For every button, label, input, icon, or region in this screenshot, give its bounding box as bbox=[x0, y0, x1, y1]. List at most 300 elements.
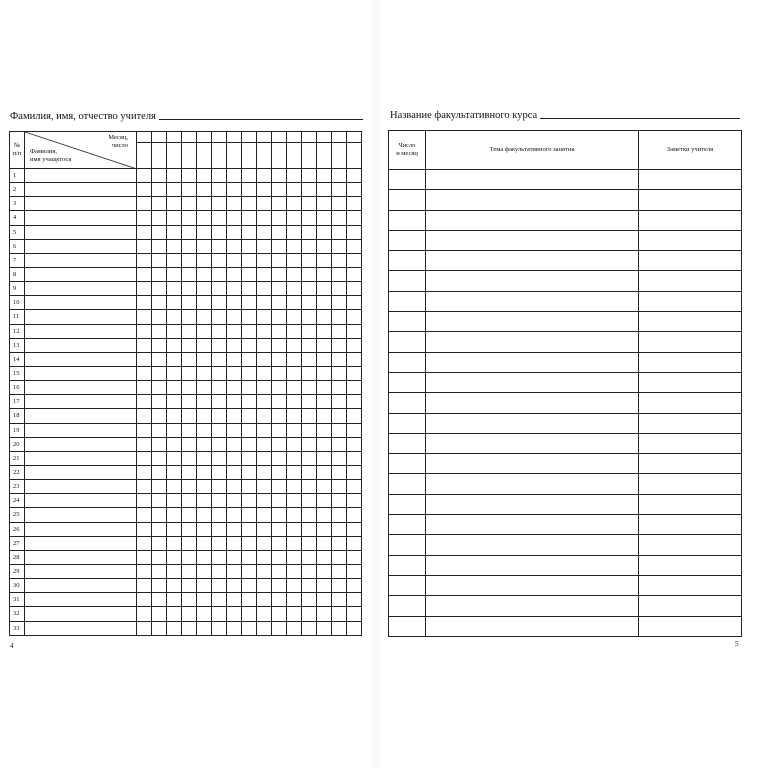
attendance-cell[interactable] bbox=[197, 480, 212, 494]
attendance-cell[interactable] bbox=[152, 437, 167, 451]
attendance-cell[interactable] bbox=[302, 183, 317, 197]
attendance-cell[interactable] bbox=[152, 282, 167, 296]
attendance-cell[interactable] bbox=[167, 183, 182, 197]
attendance-cell[interactable] bbox=[257, 550, 272, 564]
attendance-cell[interactable] bbox=[227, 409, 242, 423]
attendance-cell[interactable] bbox=[197, 381, 212, 395]
attendance-cell[interactable] bbox=[287, 253, 302, 267]
attendance-cell[interactable] bbox=[182, 423, 197, 437]
month-header-cell[interactable] bbox=[167, 132, 182, 143]
attendance-cell[interactable] bbox=[317, 621, 332, 635]
attendance-cell[interactable] bbox=[257, 409, 272, 423]
attendance-cell[interactable] bbox=[167, 437, 182, 451]
attendance-cell[interactable] bbox=[287, 352, 302, 366]
attendance-cell[interactable] bbox=[257, 282, 272, 296]
attendance-cell[interactable] bbox=[242, 211, 257, 225]
attendance-cell[interactable] bbox=[332, 621, 347, 635]
attendance-cell[interactable] bbox=[347, 211, 362, 225]
lesson-topic-cell[interactable] bbox=[426, 170, 639, 190]
attendance-cell[interactable] bbox=[197, 395, 212, 409]
attendance-cell[interactable] bbox=[137, 508, 152, 522]
attendance-cell[interactable] bbox=[212, 296, 227, 310]
student-name-cell[interactable] bbox=[25, 352, 137, 366]
student-name-cell[interactable] bbox=[25, 494, 137, 508]
attendance-cell[interactable] bbox=[197, 183, 212, 197]
attendance-cell[interactable] bbox=[332, 366, 347, 380]
attendance-cell[interactable] bbox=[242, 366, 257, 380]
attendance-cell[interactable] bbox=[242, 564, 257, 578]
attendance-cell[interactable] bbox=[227, 480, 242, 494]
attendance-cell[interactable] bbox=[302, 465, 317, 479]
attendance-cell[interactable] bbox=[212, 564, 227, 578]
attendance-cell[interactable] bbox=[197, 366, 212, 380]
attendance-cell[interactable] bbox=[152, 183, 167, 197]
attendance-cell[interactable] bbox=[167, 423, 182, 437]
lesson-date-cell[interactable] bbox=[389, 413, 426, 433]
teacher-notes-cell[interactable] bbox=[639, 535, 742, 555]
attendance-cell[interactable] bbox=[227, 522, 242, 536]
attendance-cell[interactable] bbox=[302, 480, 317, 494]
teacher-name-field[interactable] bbox=[159, 118, 363, 120]
attendance-cell[interactable] bbox=[197, 197, 212, 211]
attendance-cell[interactable] bbox=[302, 423, 317, 437]
attendance-cell[interactable] bbox=[167, 310, 182, 324]
lesson-date-cell[interactable] bbox=[389, 230, 426, 250]
attendance-cell[interactable] bbox=[212, 169, 227, 183]
teacher-notes-cell[interactable] bbox=[639, 271, 742, 291]
attendance-cell[interactable] bbox=[167, 352, 182, 366]
attendance-cell[interactable] bbox=[152, 197, 167, 211]
attendance-cell[interactable] bbox=[272, 451, 287, 465]
attendance-cell[interactable] bbox=[317, 522, 332, 536]
attendance-cell[interactable] bbox=[332, 593, 347, 607]
attendance-cell[interactable] bbox=[212, 197, 227, 211]
attendance-cell[interactable] bbox=[182, 310, 197, 324]
teacher-notes-cell[interactable] bbox=[639, 312, 742, 332]
attendance-cell[interactable] bbox=[287, 395, 302, 409]
attendance-cell[interactable] bbox=[332, 579, 347, 593]
lesson-topic-cell[interactable] bbox=[426, 555, 639, 575]
attendance-cell[interactable] bbox=[182, 352, 197, 366]
month-header-cell[interactable] bbox=[347, 132, 362, 143]
attendance-cell[interactable] bbox=[287, 381, 302, 395]
date-header-cell[interactable] bbox=[197, 143, 212, 169]
attendance-cell[interactable] bbox=[317, 366, 332, 380]
attendance-cell[interactable] bbox=[182, 338, 197, 352]
attendance-cell[interactable] bbox=[317, 267, 332, 281]
date-header-cell[interactable] bbox=[167, 143, 182, 169]
attendance-cell[interactable] bbox=[137, 579, 152, 593]
teacher-notes-cell[interactable] bbox=[639, 210, 742, 230]
attendance-cell[interactable] bbox=[257, 465, 272, 479]
attendance-cell[interactable] bbox=[182, 239, 197, 253]
attendance-cell[interactable] bbox=[347, 197, 362, 211]
attendance-cell[interactable] bbox=[182, 253, 197, 267]
month-header-cell[interactable] bbox=[182, 132, 197, 143]
attendance-cell[interactable] bbox=[137, 310, 152, 324]
attendance-cell[interactable] bbox=[332, 267, 347, 281]
attendance-cell[interactable] bbox=[302, 494, 317, 508]
attendance-cell[interactable] bbox=[212, 395, 227, 409]
attendance-cell[interactable] bbox=[317, 324, 332, 338]
student-name-cell[interactable] bbox=[25, 310, 137, 324]
attendance-cell[interactable] bbox=[227, 465, 242, 479]
student-name-cell[interactable] bbox=[25, 225, 137, 239]
attendance-cell[interactable] bbox=[167, 225, 182, 239]
attendance-cell[interactable] bbox=[242, 352, 257, 366]
attendance-cell[interactable] bbox=[287, 451, 302, 465]
attendance-cell[interactable] bbox=[287, 480, 302, 494]
attendance-cell[interactable] bbox=[227, 169, 242, 183]
attendance-cell[interactable] bbox=[167, 451, 182, 465]
attendance-cell[interactable] bbox=[212, 621, 227, 635]
attendance-cell[interactable] bbox=[152, 338, 167, 352]
attendance-cell[interactable] bbox=[332, 296, 347, 310]
attendance-cell[interactable] bbox=[137, 253, 152, 267]
attendance-cell[interactable] bbox=[167, 338, 182, 352]
lesson-topic-cell[interactable] bbox=[426, 332, 639, 352]
attendance-cell[interactable] bbox=[152, 395, 167, 409]
attendance-cell[interactable] bbox=[242, 522, 257, 536]
attendance-cell[interactable] bbox=[242, 593, 257, 607]
attendance-cell[interactable] bbox=[152, 494, 167, 508]
attendance-cell[interactable] bbox=[272, 211, 287, 225]
lesson-date-cell[interactable] bbox=[389, 433, 426, 453]
attendance-cell[interactable] bbox=[272, 593, 287, 607]
attendance-cell[interactable] bbox=[257, 239, 272, 253]
attendance-cell[interactable] bbox=[167, 267, 182, 281]
student-name-cell[interactable] bbox=[25, 465, 137, 479]
attendance-cell[interactable] bbox=[227, 324, 242, 338]
attendance-cell[interactable] bbox=[302, 282, 317, 296]
attendance-cell[interactable] bbox=[317, 197, 332, 211]
attendance-cell[interactable] bbox=[332, 253, 347, 267]
attendance-cell[interactable] bbox=[287, 239, 302, 253]
attendance-cell[interactable] bbox=[347, 366, 362, 380]
attendance-cell[interactable] bbox=[137, 395, 152, 409]
month-header-cell[interactable] bbox=[317, 132, 332, 143]
attendance-cell[interactable] bbox=[212, 593, 227, 607]
attendance-cell[interactable] bbox=[317, 310, 332, 324]
teacher-notes-cell[interactable] bbox=[639, 393, 742, 413]
lesson-date-cell[interactable] bbox=[389, 372, 426, 392]
attendance-cell[interactable] bbox=[137, 211, 152, 225]
student-name-cell[interactable] bbox=[25, 338, 137, 352]
month-header-cell[interactable] bbox=[152, 132, 167, 143]
attendance-cell[interactable] bbox=[347, 310, 362, 324]
attendance-cell[interactable] bbox=[272, 282, 287, 296]
lesson-date-cell[interactable] bbox=[389, 616, 426, 636]
attendance-cell[interactable] bbox=[272, 324, 287, 338]
lesson-topic-cell[interactable] bbox=[426, 596, 639, 616]
attendance-cell[interactable] bbox=[332, 437, 347, 451]
attendance-cell[interactable] bbox=[197, 409, 212, 423]
attendance-cell[interactable] bbox=[152, 564, 167, 578]
attendance-cell[interactable] bbox=[242, 338, 257, 352]
attendance-cell[interactable] bbox=[272, 225, 287, 239]
attendance-cell[interactable] bbox=[317, 225, 332, 239]
month-header-cell[interactable] bbox=[302, 132, 317, 143]
attendance-cell[interactable] bbox=[332, 381, 347, 395]
lesson-date-cell[interactable] bbox=[389, 291, 426, 311]
attendance-cell[interactable] bbox=[302, 338, 317, 352]
attendance-cell[interactable] bbox=[137, 480, 152, 494]
student-name-cell[interactable] bbox=[25, 395, 137, 409]
attendance-cell[interactable] bbox=[317, 338, 332, 352]
attendance-cell[interactable] bbox=[332, 338, 347, 352]
attendance-cell[interactable] bbox=[347, 593, 362, 607]
attendance-cell[interactable] bbox=[332, 607, 347, 621]
attendance-cell[interactable] bbox=[167, 197, 182, 211]
date-header-cell[interactable] bbox=[227, 143, 242, 169]
attendance-cell[interactable] bbox=[167, 324, 182, 338]
attendance-cell[interactable] bbox=[167, 409, 182, 423]
attendance-cell[interactable] bbox=[287, 338, 302, 352]
attendance-cell[interactable] bbox=[317, 494, 332, 508]
attendance-cell[interactable] bbox=[317, 381, 332, 395]
teacher-notes-cell[interactable] bbox=[639, 616, 742, 636]
attendance-cell[interactable] bbox=[197, 536, 212, 550]
attendance-cell[interactable] bbox=[317, 352, 332, 366]
attendance-cell[interactable] bbox=[167, 381, 182, 395]
attendance-cell[interactable] bbox=[347, 239, 362, 253]
student-name-cell[interactable] bbox=[25, 183, 137, 197]
attendance-cell[interactable] bbox=[317, 579, 332, 593]
attendance-cell[interactable] bbox=[302, 352, 317, 366]
month-header-cell[interactable] bbox=[272, 132, 287, 143]
attendance-cell[interactable] bbox=[332, 508, 347, 522]
attendance-cell[interactable] bbox=[227, 564, 242, 578]
attendance-cell[interactable] bbox=[227, 338, 242, 352]
student-name-cell[interactable] bbox=[25, 536, 137, 550]
attendance-cell[interactable] bbox=[137, 183, 152, 197]
attendance-cell[interactable] bbox=[257, 225, 272, 239]
attendance-cell[interactable] bbox=[137, 437, 152, 451]
attendance-cell[interactable] bbox=[197, 607, 212, 621]
student-name-cell[interactable] bbox=[25, 480, 137, 494]
lesson-date-cell[interactable] bbox=[389, 494, 426, 514]
student-name-cell[interactable] bbox=[25, 437, 137, 451]
lesson-topic-cell[interactable] bbox=[426, 433, 639, 453]
attendance-cell[interactable] bbox=[302, 409, 317, 423]
attendance-cell[interactable] bbox=[197, 522, 212, 536]
attendance-cell[interactable] bbox=[302, 564, 317, 578]
attendance-cell[interactable] bbox=[272, 480, 287, 494]
attendance-cell[interactable] bbox=[212, 282, 227, 296]
attendance-cell[interactable] bbox=[347, 296, 362, 310]
lesson-date-cell[interactable] bbox=[389, 271, 426, 291]
attendance-cell[interactable] bbox=[182, 324, 197, 338]
attendance-cell[interactable] bbox=[152, 522, 167, 536]
attendance-cell[interactable] bbox=[152, 508, 167, 522]
attendance-cell[interactable] bbox=[272, 508, 287, 522]
attendance-cell[interactable] bbox=[332, 423, 347, 437]
attendance-cell[interactable] bbox=[272, 296, 287, 310]
attendance-cell[interactable] bbox=[272, 395, 287, 409]
attendance-cell[interactable] bbox=[287, 296, 302, 310]
attendance-cell[interactable] bbox=[317, 550, 332, 564]
date-header-cell[interactable] bbox=[137, 143, 152, 169]
attendance-cell[interactable] bbox=[137, 607, 152, 621]
attendance-cell[interactable] bbox=[167, 536, 182, 550]
attendance-cell[interactable] bbox=[302, 536, 317, 550]
attendance-cell[interactable] bbox=[272, 607, 287, 621]
lesson-topic-cell[interactable] bbox=[426, 352, 639, 372]
lesson-topic-cell[interactable] bbox=[426, 515, 639, 535]
attendance-cell[interactable] bbox=[302, 324, 317, 338]
attendance-cell[interactable] bbox=[242, 508, 257, 522]
attendance-cell[interactable] bbox=[317, 183, 332, 197]
attendance-cell[interactable] bbox=[167, 211, 182, 225]
teacher-notes-cell[interactable] bbox=[639, 332, 742, 352]
attendance-cell[interactable] bbox=[332, 395, 347, 409]
attendance-cell[interactable] bbox=[287, 225, 302, 239]
attendance-cell[interactable] bbox=[257, 536, 272, 550]
attendance-cell[interactable] bbox=[182, 197, 197, 211]
attendance-cell[interactable] bbox=[182, 395, 197, 409]
attendance-cell[interactable] bbox=[182, 593, 197, 607]
teacher-notes-cell[interactable] bbox=[639, 230, 742, 250]
attendance-cell[interactable] bbox=[242, 239, 257, 253]
attendance-cell[interactable] bbox=[272, 409, 287, 423]
attendance-cell[interactable] bbox=[197, 239, 212, 253]
attendance-cell[interactable] bbox=[137, 352, 152, 366]
student-name-cell[interactable] bbox=[25, 409, 137, 423]
attendance-cell[interactable] bbox=[347, 508, 362, 522]
attendance-cell[interactable] bbox=[242, 451, 257, 465]
attendance-cell[interactable] bbox=[302, 621, 317, 635]
attendance-cell[interactable] bbox=[152, 409, 167, 423]
attendance-cell[interactable] bbox=[137, 282, 152, 296]
attendance-cell[interactable] bbox=[227, 239, 242, 253]
attendance-cell[interactable] bbox=[197, 423, 212, 437]
lesson-date-cell[interactable] bbox=[389, 474, 426, 494]
attendance-cell[interactable] bbox=[242, 409, 257, 423]
date-header-cell[interactable] bbox=[287, 143, 302, 169]
attendance-cell[interactable] bbox=[332, 183, 347, 197]
lesson-topic-cell[interactable] bbox=[426, 474, 639, 494]
attendance-cell[interactable] bbox=[287, 494, 302, 508]
attendance-cell[interactable] bbox=[242, 381, 257, 395]
attendance-cell[interactable] bbox=[332, 465, 347, 479]
attendance-cell[interactable] bbox=[317, 296, 332, 310]
attendance-cell[interactable] bbox=[347, 352, 362, 366]
attendance-cell[interactable] bbox=[227, 395, 242, 409]
lesson-date-cell[interactable] bbox=[389, 251, 426, 271]
student-name-cell[interactable] bbox=[25, 324, 137, 338]
lesson-date-cell[interactable] bbox=[389, 515, 426, 535]
attendance-cell[interactable] bbox=[347, 282, 362, 296]
lesson-topic-cell[interactable] bbox=[426, 575, 639, 595]
attendance-cell[interactable] bbox=[242, 437, 257, 451]
attendance-cell[interactable] bbox=[272, 564, 287, 578]
attendance-cell[interactable] bbox=[332, 225, 347, 239]
attendance-cell[interactable] bbox=[257, 183, 272, 197]
attendance-cell[interactable] bbox=[137, 465, 152, 479]
attendance-cell[interactable] bbox=[182, 409, 197, 423]
attendance-cell[interactable] bbox=[317, 211, 332, 225]
date-header-cell[interactable] bbox=[272, 143, 287, 169]
attendance-cell[interactable] bbox=[227, 423, 242, 437]
attendance-cell[interactable] bbox=[137, 338, 152, 352]
attendance-cell[interactable] bbox=[137, 536, 152, 550]
attendance-cell[interactable] bbox=[197, 494, 212, 508]
attendance-cell[interactable] bbox=[242, 494, 257, 508]
attendance-cell[interactable] bbox=[197, 508, 212, 522]
student-name-cell[interactable] bbox=[25, 550, 137, 564]
attendance-cell[interactable] bbox=[152, 579, 167, 593]
attendance-cell[interactable] bbox=[317, 564, 332, 578]
attendance-cell[interactable] bbox=[182, 225, 197, 239]
attendance-cell[interactable] bbox=[272, 465, 287, 479]
attendance-cell[interactable] bbox=[227, 536, 242, 550]
date-header-cell[interactable] bbox=[212, 143, 227, 169]
attendance-cell[interactable] bbox=[347, 522, 362, 536]
attendance-cell[interactable] bbox=[257, 579, 272, 593]
date-header-cell[interactable] bbox=[317, 143, 332, 169]
attendance-cell[interactable] bbox=[347, 536, 362, 550]
student-name-cell[interactable] bbox=[25, 522, 137, 536]
attendance-cell[interactable] bbox=[152, 296, 167, 310]
attendance-cell[interactable] bbox=[197, 169, 212, 183]
student-name-cell[interactable] bbox=[25, 593, 137, 607]
attendance-cell[interactable] bbox=[242, 282, 257, 296]
attendance-cell[interactable] bbox=[317, 253, 332, 267]
attendance-cell[interactable] bbox=[152, 423, 167, 437]
attendance-cell[interactable] bbox=[227, 437, 242, 451]
attendance-cell[interactable] bbox=[287, 169, 302, 183]
date-header-cell[interactable] bbox=[332, 143, 347, 169]
attendance-cell[interactable] bbox=[287, 366, 302, 380]
attendance-cell[interactable] bbox=[257, 267, 272, 281]
attendance-cell[interactable] bbox=[197, 211, 212, 225]
attendance-cell[interactable] bbox=[227, 607, 242, 621]
attendance-cell[interactable] bbox=[197, 324, 212, 338]
date-header-cell[interactable] bbox=[242, 143, 257, 169]
lesson-topic-cell[interactable] bbox=[426, 454, 639, 474]
attendance-cell[interactable] bbox=[137, 451, 152, 465]
attendance-cell[interactable] bbox=[167, 579, 182, 593]
attendance-cell[interactable] bbox=[287, 211, 302, 225]
attendance-cell[interactable] bbox=[227, 267, 242, 281]
attendance-cell[interactable] bbox=[287, 282, 302, 296]
attendance-cell[interactable] bbox=[317, 423, 332, 437]
attendance-cell[interactable] bbox=[182, 550, 197, 564]
lesson-date-cell[interactable] bbox=[389, 555, 426, 575]
attendance-cell[interactable] bbox=[167, 169, 182, 183]
attendance-cell[interactable] bbox=[227, 550, 242, 564]
attendance-cell[interactable] bbox=[317, 437, 332, 451]
attendance-cell[interactable] bbox=[347, 579, 362, 593]
attendance-cell[interactable] bbox=[332, 480, 347, 494]
student-name-cell[interactable] bbox=[25, 381, 137, 395]
attendance-cell[interactable] bbox=[317, 451, 332, 465]
teacher-notes-cell[interactable] bbox=[639, 494, 742, 514]
attendance-cell[interactable] bbox=[182, 494, 197, 508]
attendance-cell[interactable] bbox=[167, 508, 182, 522]
attendance-cell[interactable] bbox=[347, 409, 362, 423]
attendance-cell[interactable] bbox=[152, 366, 167, 380]
lesson-topic-cell[interactable] bbox=[426, 616, 639, 636]
attendance-cell[interactable] bbox=[212, 465, 227, 479]
student-name-cell[interactable] bbox=[25, 267, 137, 281]
attendance-cell[interactable] bbox=[287, 593, 302, 607]
lesson-topic-cell[interactable] bbox=[426, 413, 639, 433]
attendance-cell[interactable] bbox=[257, 437, 272, 451]
attendance-cell[interactable] bbox=[347, 423, 362, 437]
attendance-cell[interactable] bbox=[272, 366, 287, 380]
attendance-cell[interactable] bbox=[242, 310, 257, 324]
